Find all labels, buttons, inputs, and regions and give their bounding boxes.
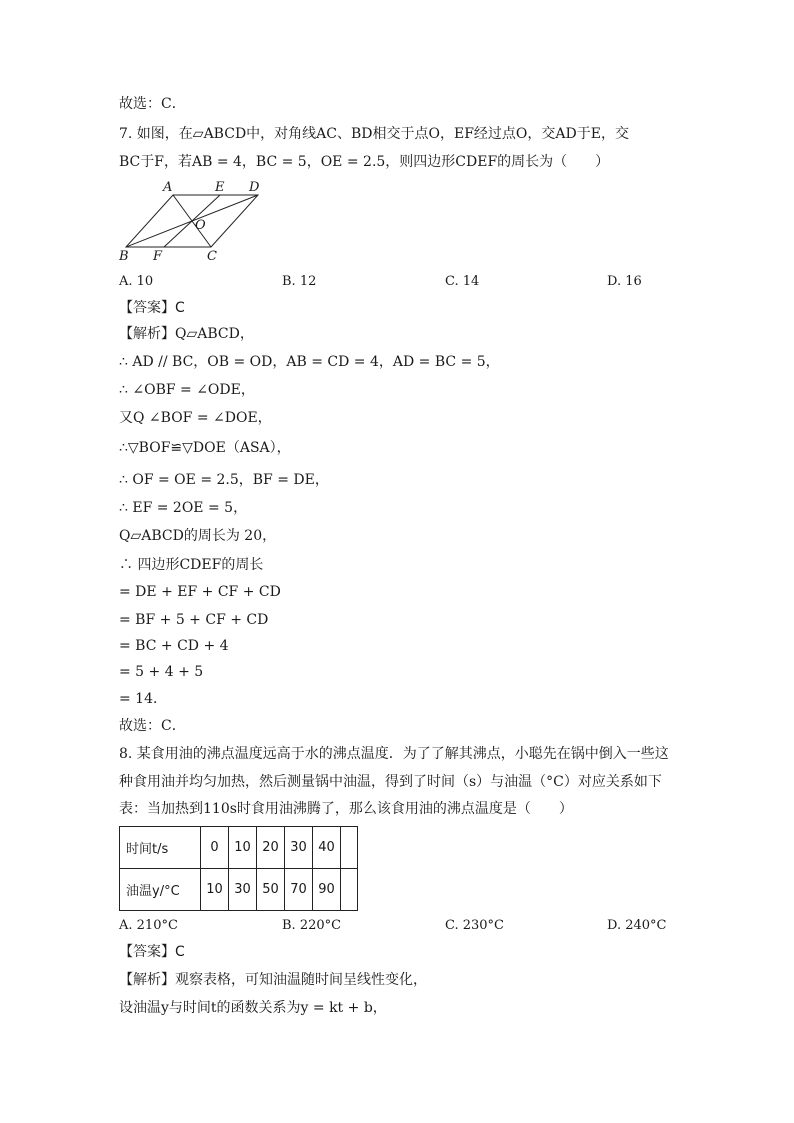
q7-solution-10: = DE + EF + CF + CD: [119, 584, 281, 600]
q7-option-b: B. 12: [282, 274, 317, 289]
table-cell: 50: [257, 869, 285, 911]
q8-option-c: C. 230°C: [445, 918, 505, 933]
q7-solution-8: Q▱ABCD的周长为 20，: [119, 528, 277, 544]
table-cell: 10: [201, 869, 229, 911]
label-f: F: [153, 249, 163, 264]
q7-solution-13: = 5 + 4 + 5: [119, 664, 204, 680]
q7-stem-1: 7. 如图，在▱ABCD中，对角线AC、BD相交于点O，EF经过点O，交AD于E，交: [119, 126, 629, 142]
table-row: [120, 827, 358, 869]
table-cell: 20: [257, 827, 285, 869]
q7-solution-6: ∴ OF = OE = 2.5，BF = DE，: [119, 472, 329, 488]
label-c: C: [207, 249, 217, 264]
q7-solution-1: 【解析】Q▱ABCD，: [119, 326, 254, 342]
table-cell: 0: [201, 827, 229, 869]
q7-option-d: D. 16: [607, 274, 642, 289]
table-cell: 10: [229, 827, 257, 869]
label-e: E: [215, 180, 225, 195]
q7-solution-14: = 14．: [119, 691, 167, 707]
q7-solution-4: 又Q ∠BOF = ∠DOE，: [119, 410, 272, 426]
q7-stem-2: BC于F，若AB = 4，BC = 5，OE = 2.5，则四边形CDEF的周长为（ ）: [119, 154, 610, 170]
time-temperature-table: [119, 826, 358, 911]
table-cell: 90: [313, 869, 341, 911]
line-prev-answer: 故选：C．: [119, 96, 186, 112]
q8-option-d: D. 240°C: [607, 918, 667, 933]
table-cell-empty: [341, 827, 358, 869]
q8-stem-3: 表：当加热到110s时食用油沸腾了，那么该食用油的沸点温度是（ ）: [119, 801, 573, 817]
q8-solution-2: 设油温y与时间t的函数关系为y = kt + b，: [119, 1000, 387, 1016]
table-row: [120, 869, 358, 911]
q7-solution-7: ∴ EF = 2OE = 5，: [119, 500, 248, 516]
table-cell: 70: [285, 869, 313, 911]
q8-option-a: A. 210°C: [119, 918, 178, 933]
q7-answer: 【答案】C: [119, 300, 185, 316]
table-header-temperature: 油温y/°C: [120, 869, 201, 911]
q7-option-a: A. 10: [119, 274, 154, 289]
parallelogram-figure: [115, 176, 275, 264]
q7-solution-9: ∴ 四边形CDEF的周长: [119, 557, 264, 573]
label-a: A: [163, 180, 173, 195]
q8-solution-1: 【解析】观察表格，可知油温随时间呈线性变化，: [119, 972, 427, 988]
q7-solution-2: ∴ AD // BC，OB = OD，AB = CD = 4，AD = BC = 5，: [119, 354, 500, 370]
table-cell: 40: [313, 827, 341, 869]
label-d: D: [249, 180, 260, 195]
table-cell-empty: [341, 869, 358, 911]
q8-stem-2: 种食用油并均匀加热，然后测量锅中油温，得到了时间（s）与油温（°C）对应关系如下: [119, 774, 662, 790]
table-cell: 30: [285, 827, 313, 869]
label-b: B: [119, 249, 129, 264]
q7-solution-3: ∴ ∠OBF = ∠ODE，: [119, 382, 255, 398]
q7-solution-12: = BC + CD + 4: [119, 638, 229, 654]
q7-solution-5: ∴▽BOF≌▽DOE（ASA），: [119, 440, 291, 456]
q8-stem-1: 8. 某食用油的沸点温度远高于水的沸点温度．为了了解其沸点，小聪先在锅中倒入一些这: [119, 746, 669, 762]
table-header-time: 时间t/s: [120, 827, 201, 869]
q7-solution-end: 故选：C．: [119, 718, 186, 734]
table-cell: 30: [229, 869, 257, 911]
q7-solution-11: = BF + 5 + CF + CD: [119, 612, 269, 628]
q8-answer: 【答案】C: [119, 944, 185, 960]
label-o: O: [195, 218, 206, 233]
q7-option-c: C. 14: [445, 274, 480, 289]
q8-option-b: B. 220°C: [282, 918, 342, 933]
